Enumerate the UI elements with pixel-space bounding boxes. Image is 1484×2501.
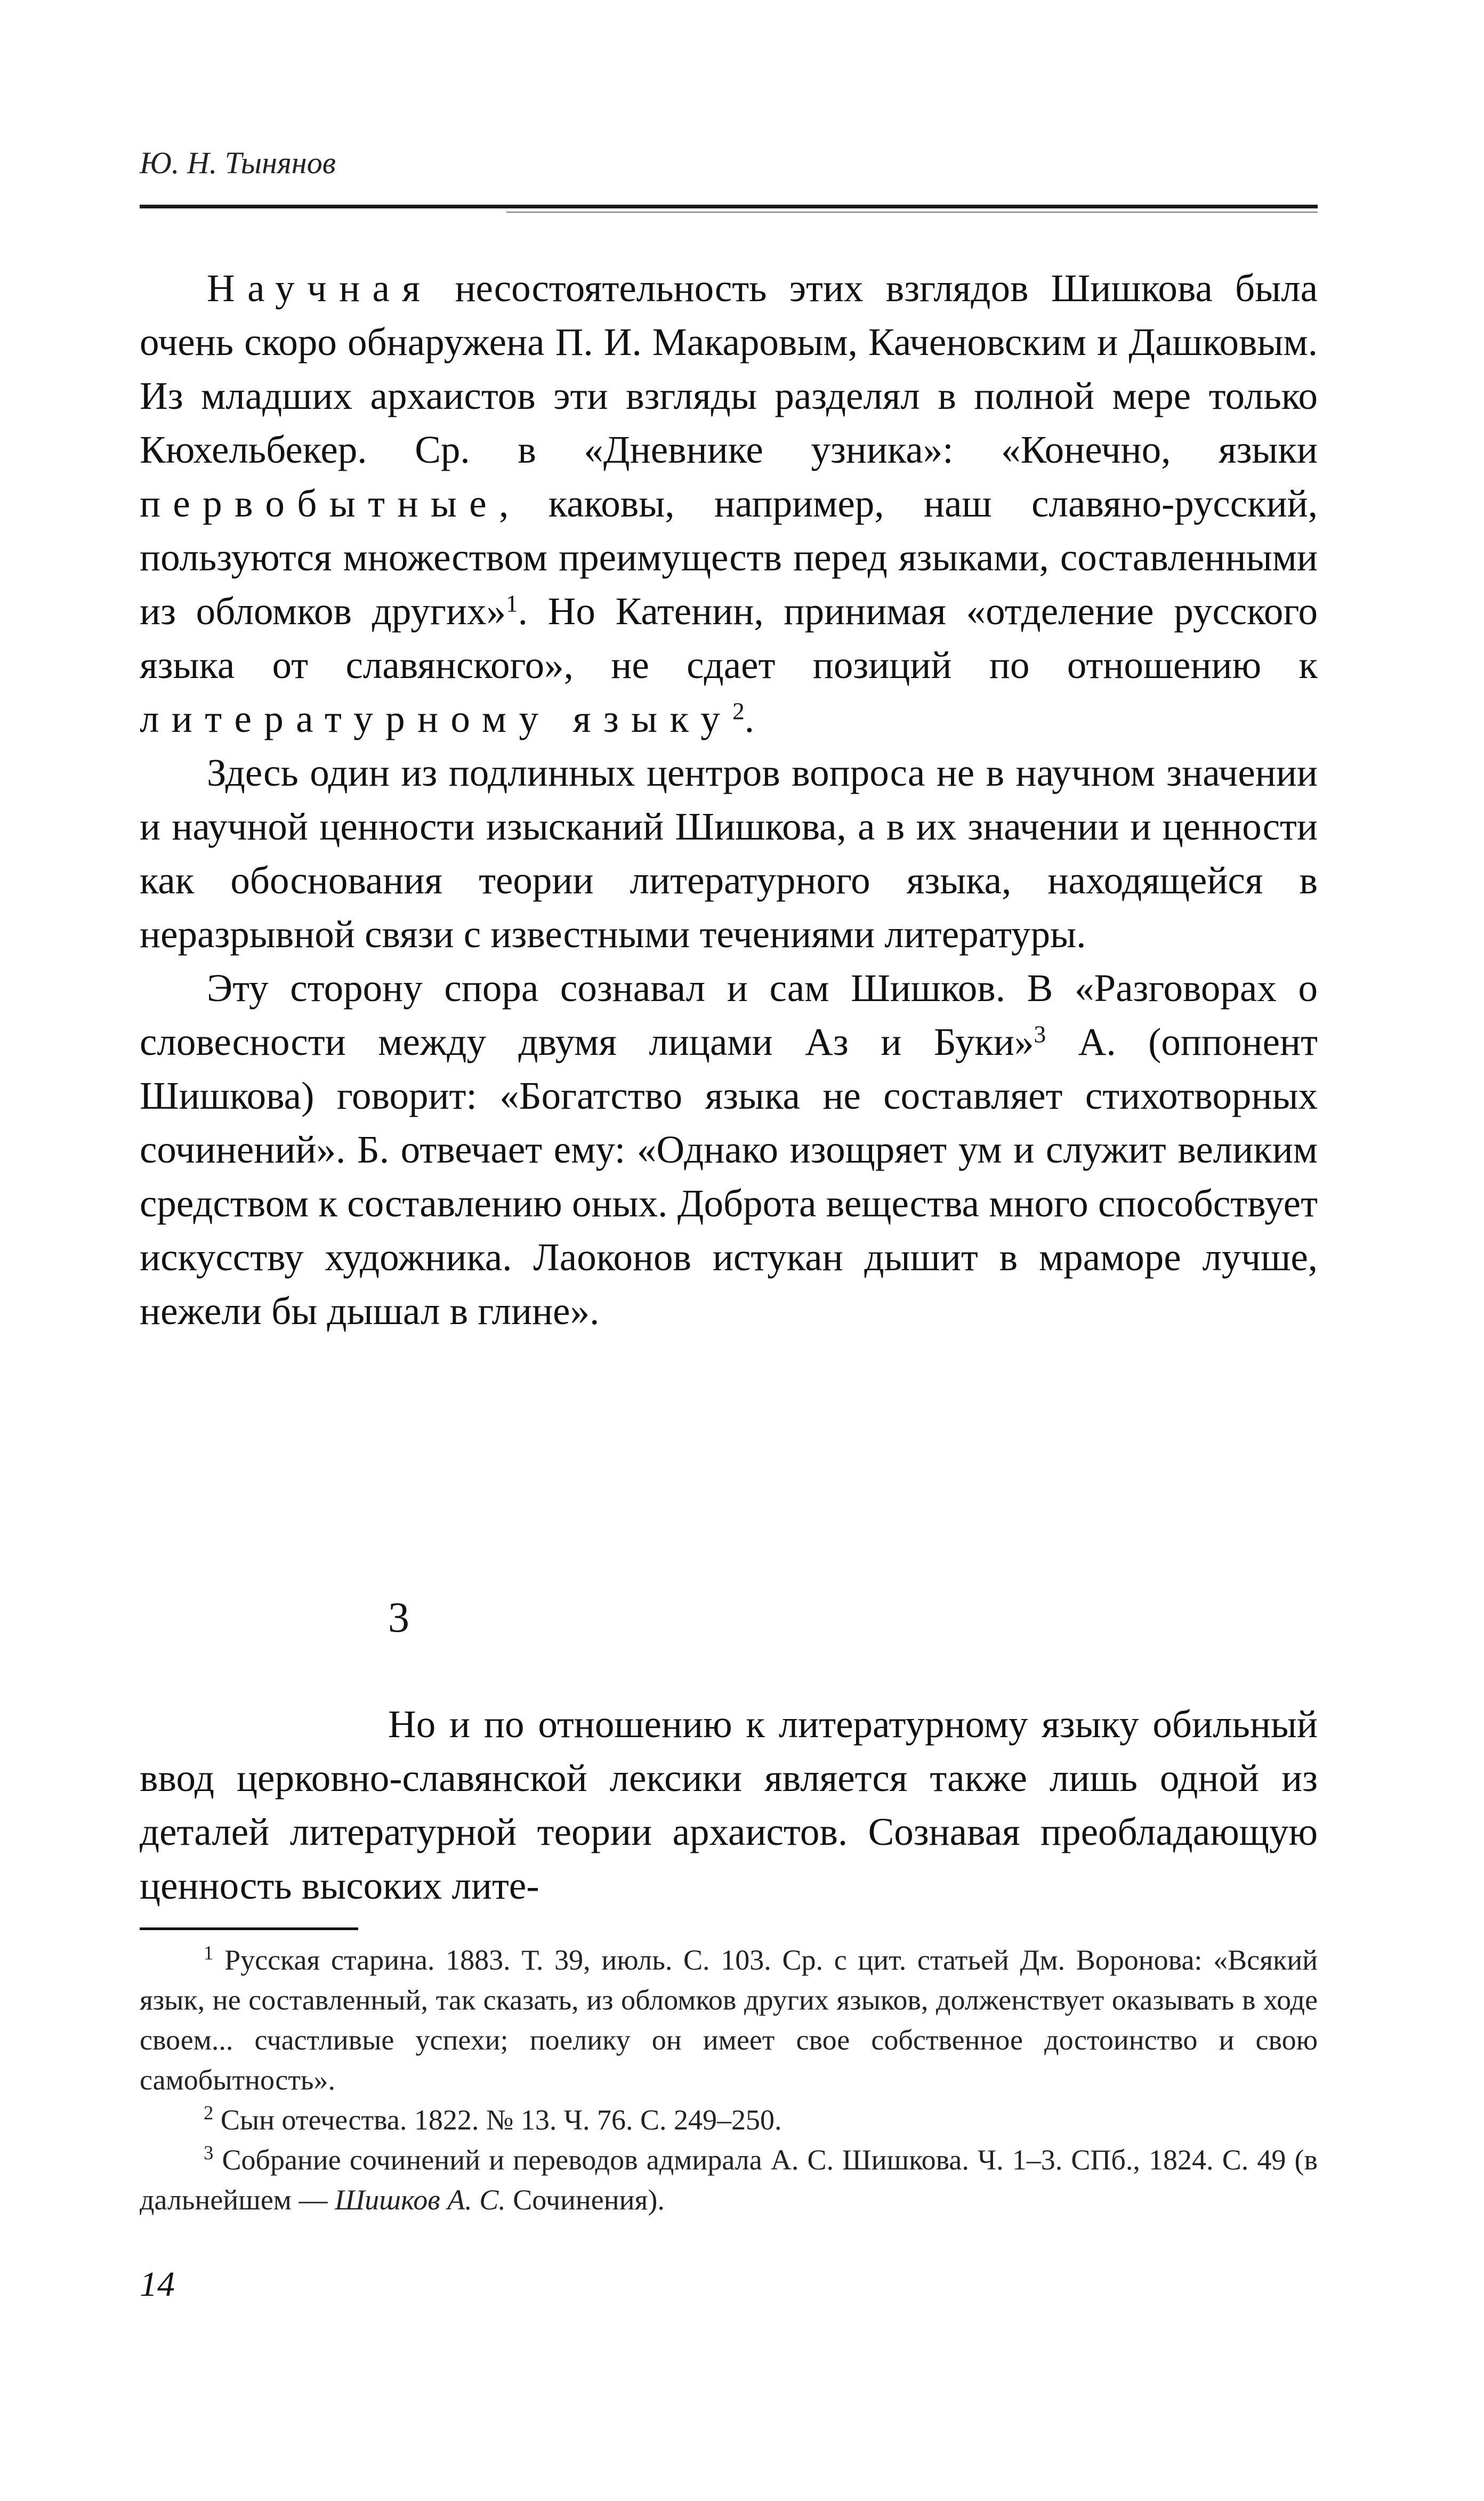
paragraph-4: Но и по отношению к литературному языку обильный ввод церковно-славянской лексики является также лишь одной из деталей литературной теории архаистов. Сознавая преобладающую ценность высоких лите-: [140, 1703, 1318, 1907]
paragraph-1-text-b: , каковы, например, наш славяно-русский, пользуются множеством преимуществ перед языками, составленными из обломков других»: [140, 482, 1318, 633]
paragraph-1: [140, 261, 1318, 746]
paragraph-3-text-a: Эту сторону спора сознавал и сам Шишков. В «Разговорах о словесности между двумя лицами Аз и Буки»: [140, 966, 1318, 1063]
footnotes: [140, 1940, 1318, 2220]
section-number: 3: [388, 1594, 409, 1641]
footnote-2-text: Сын отечества. 1822. № 13. Ч. 76. С. 249–250.: [213, 2104, 782, 2136]
footnote-ref-1: 1: [505, 590, 518, 617]
footnote-mark-3: 3: [204, 2141, 214, 2164]
paragraph-3-text-b: А. (оппонент Шишкова) говорит: «Богатство языка не составляет стихотворных сочинений». Б. отвечает ему: «Однако изощряет ум и служит великим средством к составлению оных. Доброта вещества много способствует искусству художника. Лаоконов истукан дышит в мраморе лучше, нежели бы дышал в глине».: [140, 1020, 1318, 1333]
running-head: Ю. Н. Тынянов: [140, 146, 336, 180]
section-text-block: [140, 1697, 1318, 1913]
footnote-ref-3: 3: [1034, 1021, 1046, 1048]
spaced-emphasis: первобытные: [140, 482, 499, 525]
footnote-1-text: Русская старина. 1883. Т. 39, июль. С. 103. Ср. с цит. статьей Дм. Воронова: «Всякий язык, не составленный, так сказать, из обломков других языков, долженствует оказывать в ходе своем... счастливые успехи; поелику он имеет свое собственное достоинство и свою самобытность».: [140, 1944, 1318, 2096]
footnote-1: [140, 1940, 1318, 2100]
footnote-3: [140, 2140, 1318, 2220]
header-rule-thin: [506, 212, 1318, 213]
footnote-rule: [140, 1927, 358, 1930]
paragraph-3: [140, 961, 1318, 1338]
spaced-emphasis-end: литературному языку: [140, 697, 733, 740]
footnote-3-text-b: Сочинения).: [505, 2184, 665, 2216]
footnote-2: [140, 2100, 1318, 2140]
main-text-block: [140, 261, 1318, 1338]
paragraph-1-text-d: .: [744, 697, 754, 740]
footnote-ref-2: 2: [732, 698, 745, 725]
footnote-3-text-a: Собрание сочинений и переводов адмирала А. С. Шишкова. Ч. 1–3. СПб., 1824. С. 49 (в дальнейшем —: [140, 2144, 1318, 2216]
paragraph-2: Здесь один из подлинных центров вопроса не в научном значении и научной ценности изысканий Шишкова, а в их значении и ценности как обоснования теории литературного языка, находящейся в неразрывной связи с известными течениями литературы.: [140, 751, 1318, 956]
paragraph-1-text-c: . Но Катенин, принимая «отделение русского языка от славянского», не сдает позиций по отношению к: [140, 590, 1318, 687]
paragraph-1-text-a: несостоятельность этих взглядов Шишкова была очень скоро обнаружена П. И. Макаровым, Каченовским и Дашковым. Из младших архаистов эти взгляды разделял в полной мере только Кюхельбекер. Ср. в «Дневнике узника»: «Конечно, языки: [140, 267, 1318, 471]
footnote-mark-1: 1: [204, 1941, 214, 1964]
footnote-3-author: Шишков А. С.: [334, 2184, 506, 2216]
spaced-lead: Научная: [207, 267, 433, 310]
footnote-mark-2: 2: [204, 2101, 214, 2124]
header-rule: [140, 205, 1318, 208]
page-number: 14: [140, 2265, 175, 2304]
